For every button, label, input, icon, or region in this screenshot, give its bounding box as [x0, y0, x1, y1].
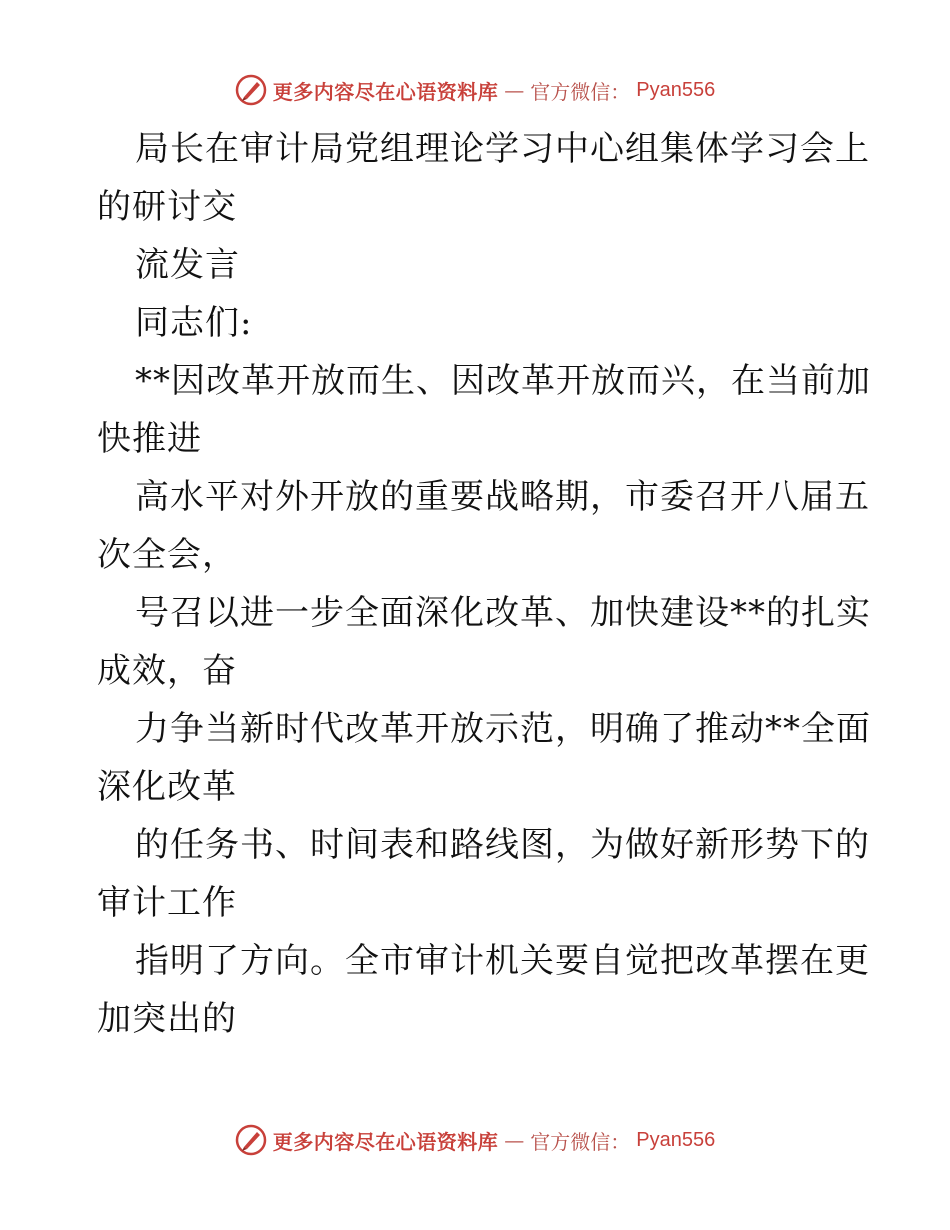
wechat-label: 官方微信：	[530, 1129, 631, 1154]
text-line: 指明了方向。全市审计机关要自觉把改革摆在更	[135, 941, 870, 981]
text-line: 次全会，	[97, 535, 237, 575]
text-line: 号召以进一步全面深化改革、加快建设**的扎实	[135, 593, 871, 633]
separator: —	[504, 78, 525, 102]
document-body	[97, 120, 871, 1048]
text-line: 成效，奋	[97, 651, 237, 691]
text-line: 深化改革	[97, 767, 237, 807]
wechat-label: 官方微信：	[530, 79, 631, 104]
separator: —	[504, 1128, 525, 1152]
text-line: 的研讨交	[97, 187, 237, 227]
text-line: 局长在审计局党组理论学习中心组集体学习会上	[135, 129, 870, 169]
text-line: 同志们:	[135, 303, 253, 343]
text-line: 加突出的	[97, 999, 237, 1039]
text-line: 快推进	[97, 419, 202, 459]
quill-logo-icon	[235, 74, 267, 106]
text-line: 高水平对外开放的重要战略期，市委召开八届五	[135, 477, 870, 517]
text-line: **因改革开放而生、因改革开放而兴，在当前加	[135, 361, 871, 401]
text-line: 审计工作	[97, 883, 237, 923]
brand-text: 更多内容尽在心语资料库	[272, 1129, 499, 1154]
text-line: 力争当新时代改革开放示范，明确了推动**全面	[135, 709, 871, 749]
brand-text: 更多内容尽在心语资料库	[272, 79, 499, 104]
wechat-id: Pyan556	[636, 1128, 716, 1151]
text-line: 的任务书、时间表和路线图，为做好新形势下的	[135, 825, 870, 865]
header-banner	[0, 70, 950, 110]
quill-logo-icon	[235, 1124, 267, 1156]
wechat-id: Pyan556	[636, 78, 716, 101]
text-line: 流发言	[135, 245, 240, 285]
footer-banner	[0, 1120, 950, 1160]
